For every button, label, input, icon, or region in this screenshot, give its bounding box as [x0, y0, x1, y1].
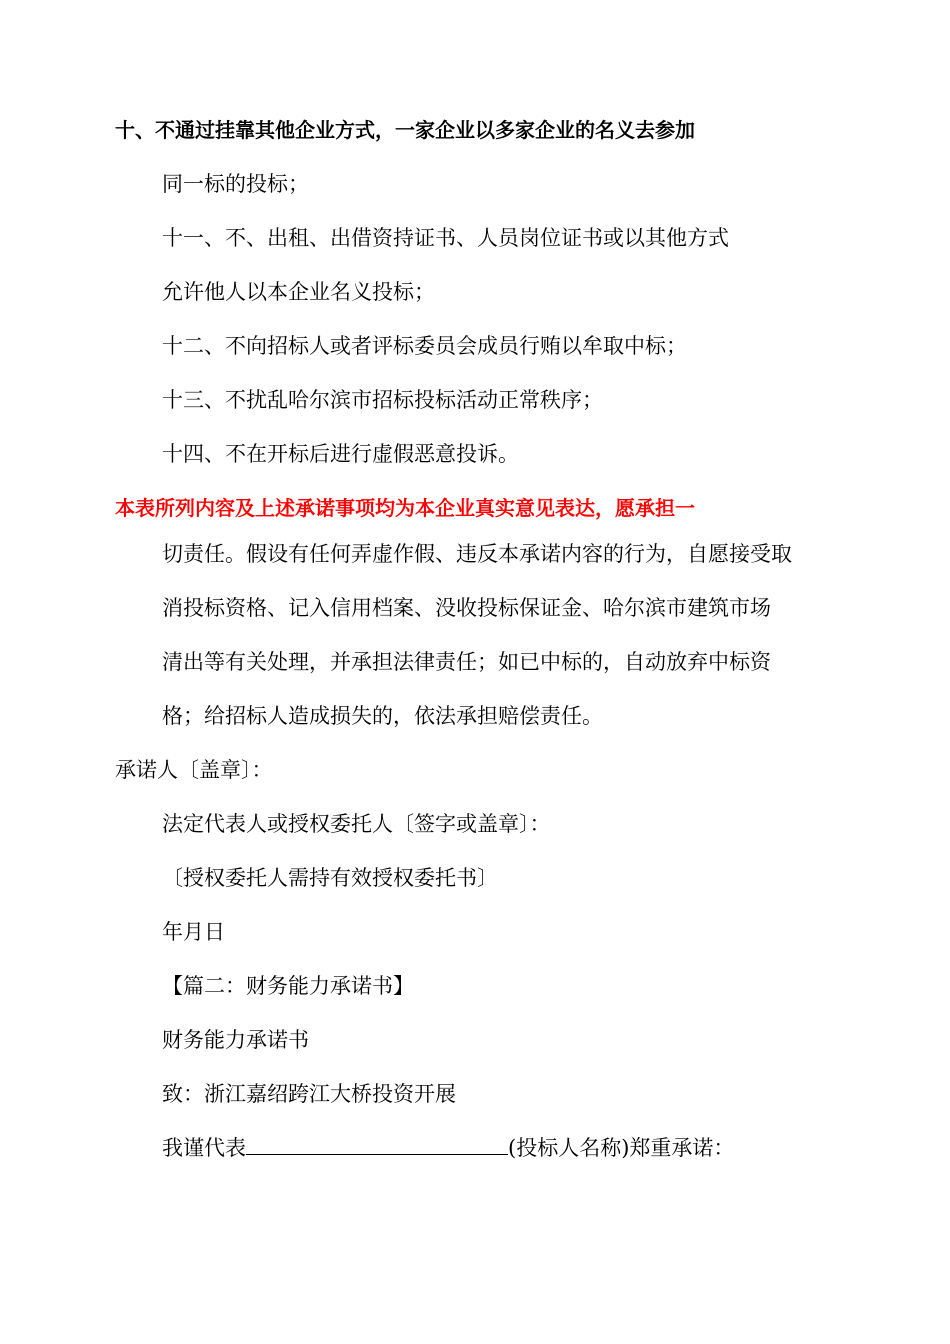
clause-14: 十四、不在开标后进行虚假恶意投诉。 — [162, 442, 519, 466]
declaration-line2: 消投标资格、记入信用档案、没收投标保证金、哈尔滨市建筑市场 — [162, 596, 771, 620]
authorization-note: 〔授权委托人需持有效授权委托书〕 — [162, 866, 498, 890]
clause-10-line1: 十、不通过挂靠其他企业方式，一家企业以多家企业的名义去参加 — [115, 118, 695, 142]
pledge-line — [162, 1134, 734, 1162]
declaration-heading: 本表所列内容及上述承诺事项均为本企业真实意见表达，愿承担一 — [115, 496, 695, 520]
declaration-line4: 格；给招标人造成损失的，依法承担赔偿责任。 — [162, 704, 603, 728]
pledge-prefix: 我谨代表 — [162, 1136, 246, 1160]
clause-13: 十三、不扰乱哈尔滨市招标投标活动正常秩序； — [162, 388, 603, 412]
pledger-seal-label: 承诺人〔盖章〕： — [115, 758, 273, 782]
addressee-line: 致：浙江嘉绍跨江大桥投资开展 — [162, 1082, 456, 1106]
pledge-suffix: (投标人名称)郑重承诺： — [508, 1136, 735, 1160]
clause-10-line2: 同一标的投标； — [162, 172, 309, 196]
declaration-line3: 清出等有关处理，并承担法律责任；如已中标的，自动放弃中标资 — [162, 650, 771, 674]
clause-11-line2: 允许他人以本企业名义投标； — [162, 280, 435, 304]
clause-11-line1: 十一、不、出租、出借资持证书、人员岗位证书或以其他方式 — [162, 226, 729, 250]
clause-12: 十二、不向招标人或者评标委员会成员行贿以牟取中标； — [162, 334, 687, 358]
document-title: 财务能力承诺书 — [162, 1028, 309, 1052]
bidder-name-blank[interactable] — [246, 1136, 508, 1155]
section-heading: 【篇二：财务能力承诺书】 — [162, 974, 414, 998]
legal-representative-label: 法定代表人或授权委托人〔签字或盖章〕： — [162, 812, 551, 836]
declaration-line1: 切责任。假设有任何弄虚作假、违反本承诺内容的行为，自愿接受取 — [162, 542, 792, 566]
date-label: 年月日 — [162, 920, 225, 944]
